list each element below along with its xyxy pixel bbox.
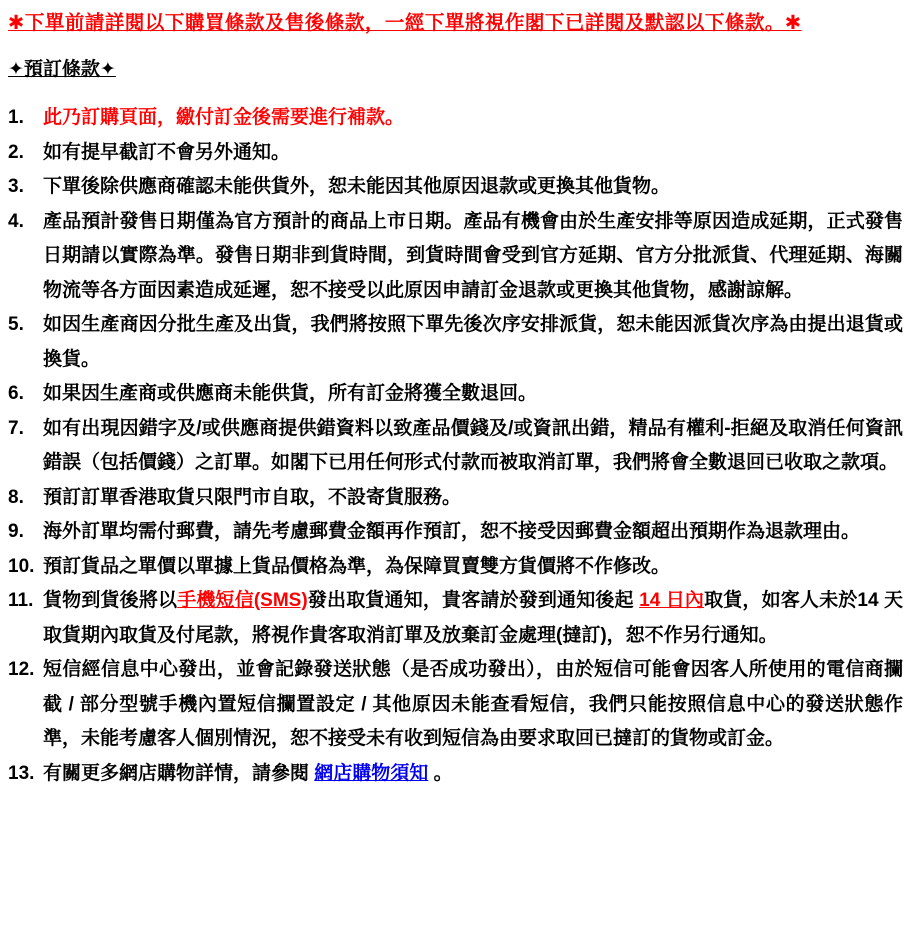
term-text — [43, 136, 903, 171]
term-item — [8, 515, 903, 550]
term-text — [43, 481, 903, 516]
term-number: 11. — [8, 590, 34, 611]
term-text — [43, 584, 903, 653]
term-text-segment: 海外訂單均需付郵費，請先考慮郵費金額再作預訂，恕不接受因郵費金額超出預期作為退款理由。 — [43, 521, 861, 542]
term-item — [8, 757, 903, 792]
term-item — [8, 136, 903, 171]
term-text — [43, 757, 903, 792]
pickup-deadline-highlight: 14 日內 — [639, 590, 705, 611]
term-text-segment: 預訂貨品之單價以單據上貨品價格為準，為保障買賣雙方貨價將不作修改。 — [43, 555, 671, 577]
deposit-notice-text: 此乃訂購頁面，繳付訂金後需要進行補款。 — [43, 107, 405, 128]
term-text-segment: 下單後除供應商確認未能供貨外，恕未能因其他原因退款或更換其他貨物。 — [43, 176, 671, 197]
term-number: 10. — [8, 555, 35, 577]
page-title: ✱下單前請詳閱以下購買條款及售後條款，一經下單將視作閣下已詳閱及默認以下條款。✱ — [8, 12, 802, 34]
term-item — [8, 584, 903, 653]
term-text-segment: 如有出現因錯字及/或供應商提供錯資料以致產品價錢及/或資訊出錯，精品有權利-拒絕及取消任何資訊錯誤（包括價錢）之訂單。如閣下已用任何形式付款而被取消訂單，我們將會全數退回已收取之款項。 — [43, 417, 903, 473]
term-text — [43, 515, 903, 550]
term-text — [43, 170, 903, 205]
term-item — [8, 481, 903, 516]
term-number: 2. — [8, 141, 24, 163]
terms-list — [8, 101, 903, 791]
section-header-preorder-terms: ✦預訂條款✦ — [8, 59, 116, 80]
term-item — [8, 170, 903, 205]
term-item — [8, 205, 903, 309]
store-shopping-notice-link[interactable]: 網店購物須知 — [314, 762, 429, 784]
term-item — [8, 308, 903, 377]
term-text-segment: 如果因生產商或供應商未能供貨，所有訂金將獲全數退回。 — [43, 383, 538, 404]
term-text — [43, 308, 903, 377]
term-number: 1. — [8, 107, 24, 128]
term-text — [43, 412, 903, 481]
term-text-segment: 短信經信息中心發出，並會記錄發送狀態（是否成功發出），由於短信可能會因客人所使用的電信商攔截 / 部分型號手機內置短信攔置設定 / 其他原因未能查看短信，我們只能按照信息中心的發送狀態作準，未能考慮客人個別情況，恕不接受未有收到短信為由要求取回已撻訂的貨物或訂金。 — [43, 659, 903, 749]
term-text-segment: 發出取貨通知，貴客請於發到通知後起 — [307, 590, 640, 611]
term-item — [8, 653, 903, 757]
term-text-segment: 取貨，如客人未於14 天取貨期內取貨及付尾款，將視作貴客取消訂單及放棄訂金處理(撻訂)，恕不作另行通知。 — [43, 590, 903, 646]
term-text — [43, 550, 903, 585]
term-number: 5. — [8, 314, 24, 335]
term-item — [8, 550, 903, 585]
term-text-segment: 有關更多網店購物詳情，請參閱 — [43, 762, 315, 784]
sms-highlight: 手機短信(SMS) — [177, 590, 308, 611]
term-text-segment: 預訂訂單香港取貨只限門市自取，不設寄貨服務。 — [43, 486, 462, 508]
term-number: 6. — [8, 383, 24, 404]
term-item — [8, 412, 903, 481]
term-text — [43, 101, 903, 136]
term-text-segment: 如有提早截訂不會另外通知。 — [43, 141, 291, 163]
term-text — [43, 377, 903, 412]
term-text-segment: 。 — [428, 762, 453, 784]
term-number: 3. — [8, 176, 24, 197]
term-text-segment: 產品預計發售日期僅為官方預計的商品上市日期。產品有機會由於生產安排等原因造成延期，正式發售日期請以實際為準。發售日期非到貨時間，到貨時間會受到官方延期、官方分批派貨、代理延期、海關物流等各方面因素造成延遲，恕不接受以此原因申請訂金退款或更換其他貨物，感謝諒解。 — [43, 210, 903, 301]
term-number: 8. — [8, 486, 24, 508]
term-item — [8, 101, 903, 136]
term-text — [43, 653, 903, 757]
term-number: 7. — [8, 417, 24, 439]
term-number: 4. — [8, 210, 24, 232]
term-text — [43, 205, 903, 309]
term-number: 12. — [8, 659, 35, 680]
term-number: 9. — [8, 521, 24, 542]
term-number: 13. — [8, 762, 35, 784]
term-text-segment: 貨物到貨後將以 — [43, 590, 178, 611]
term-text-segment: 如因生產商因分批生產及出貨，我們將按照下單先後次序安排派貨，恕未能因派貨次序為由提出退貨或換貨。 — [43, 314, 903, 370]
term-item — [8, 377, 903, 412]
